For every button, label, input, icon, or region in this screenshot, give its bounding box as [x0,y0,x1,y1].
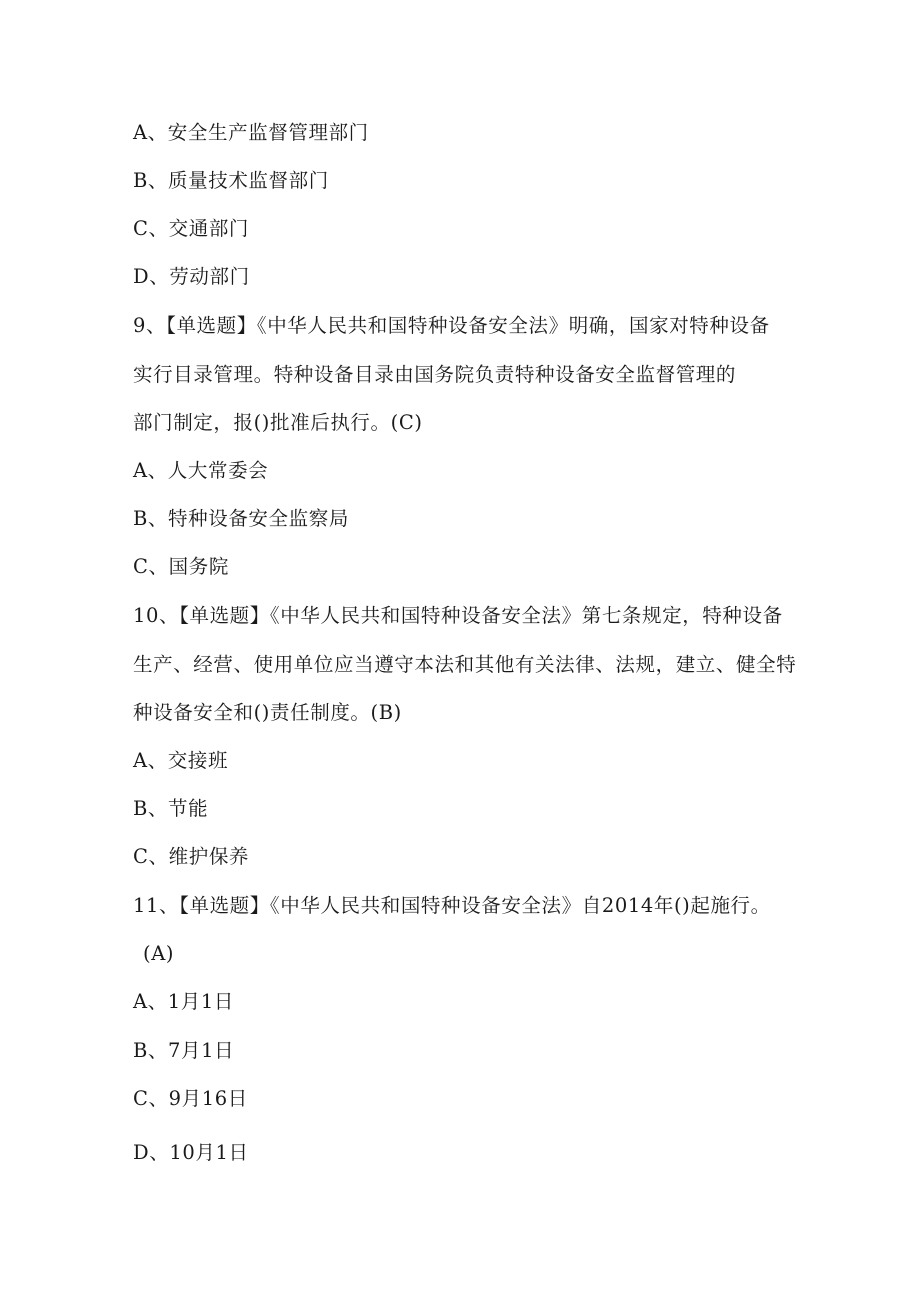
question-10-line-2: 生产、经营、使用单位应当遵守本法和其他有关法律、法规，建立、健全特 [133,653,797,676]
option-b-q8: B、质量技术监督部门 [133,169,329,192]
option-a-q8: A、安全生产监督管理部门 [133,121,369,144]
question-10-line-3: 种设备安全和()责任制度。(B) [133,701,402,724]
question-11-line-2: (A) [143,942,175,965]
option-a-q10: A、交接班 [133,749,229,772]
option-c-q9: C、国务院 [133,555,229,578]
question-9-line-3: 部门制定，报()批准后执行。(C) [133,411,423,434]
option-b-q9: B、特种设备安全监察局 [133,507,349,530]
option-c-q8: C、交通部门 [133,217,250,240]
question-10-line-1: 10、【单选题】《中华人民共和国特种设备安全法》第七条规定，特种设备 [133,604,783,627]
option-b-q10: B、节能 [133,797,209,820]
option-c-q11: C、9月16日 [133,1087,248,1110]
question-9-line-2: 实行目录管理。特种设备目录由国务院负责特种设备安全监督管理的 [133,363,737,386]
option-a-q11: A、1月1日 [133,990,234,1013]
option-d-q8: D、劳动部门 [133,265,250,288]
question-9-line-1: 9、【单选题】《中华人民共和国特种设备安全法》明确，国家对特种设备 [133,314,770,337]
option-b-q11: B、7月1日 [133,1039,235,1062]
option-c-q10: C、维护保养 [133,845,250,868]
option-d-q11: D、10月1日 [133,1141,249,1164]
question-11-line-1: 11、【单选题】《中华人民共和国特种设备安全法》自2014年()起施行。 [133,894,771,917]
option-a-q9: A、人大常委会 [133,459,269,482]
